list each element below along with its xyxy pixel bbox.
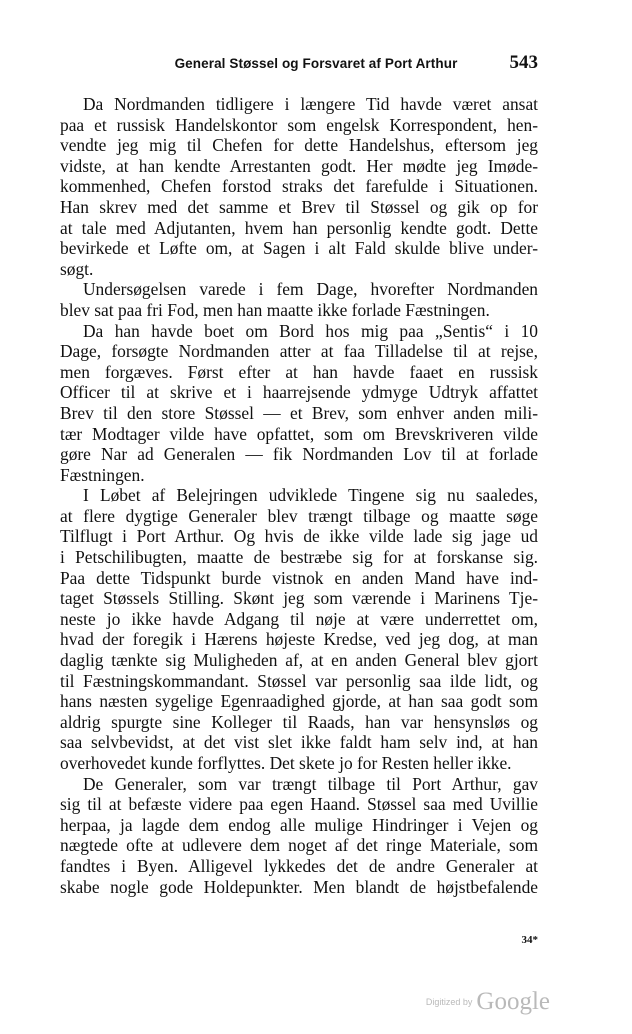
signature-mark: 34* [521,934,538,946]
text-line: gøre Nar ad Generalen — fik Nordmanden Lov til at forlade [60,444,538,465]
text-line: Undersøgelsen varede i fem Dage, hvorefter Nordmanden [83,279,538,300]
text-line: vendte jeg mig til Chefen for dette Handelshus, eftersom jeg [60,135,538,156]
page-number: 543 [509,52,538,73]
google-logo: Google [476,988,550,1015]
text-line: at tale med Adjutanten, hvem han personlig kendte godt. Dette [60,217,538,238]
digitized-watermark [426,988,550,1016]
text-line: Brev til den store Støssel — et Brev, som enhver anden mili- [60,402,538,423]
text-line: men forgæves. Først efter at han havde faaet en russisk [60,361,538,382]
text-line: De Generaler, som var trængt tilbage til Port Arthur, gav [83,773,538,794]
text-line: Officer til at skrive et i haarrejsende ydmyge Udtryk affattet [60,382,538,403]
text-line: tær Modtager vilde have opfattet, som om Brevskriveren vilde [60,423,538,444]
text-line: søgt. [60,258,94,279]
text-line: taget Støssels Stilling. Skønt jeg som værende i Marinens Tje- [60,588,538,609]
text-line: neste jo ikke havde Adgang til nøje at være underrettet om, [60,608,538,629]
text-line: Han skrev med det samme et Brev til Støssel og gik op for [60,196,538,217]
text-line: Dage, forsøgte Nordmanden atter at faa Tilladelse til at rejse, [60,341,538,362]
text-line: Tilflugt i Port Arthur. Og hvis de ikke vilde lade sig jage ud [60,526,538,547]
text-line: bevirkede et Løfte om, at Sagen i alt Fald skulde blive under- [60,238,538,259]
text-line: til Fæstningskommandant. Støssel var personlig saa ilde lidt, og [60,670,538,691]
text-line: hvad der foregik i Hærens højeste Kredse, ved jeg dog, at man [60,629,538,650]
text-line: i Petschilibugten, maatte de bestræbe sig for at forskanse sig. [60,547,538,568]
text-line: kommenhed, Chefen forstod straks det farefulde i Situationen. [60,176,538,197]
text-line: skabe nogle gode Holdepunkter. Men blandt de højstbefalende [60,876,538,897]
text-line: aldrig spurgte sine Kolleger til Raads, han var hensynsløs og [60,711,538,732]
watermark-prefix: Digitized by [425,997,473,1007]
text-line: Paa dette Tidspunkt burde vistnok en anden Mand have ind- [60,567,538,588]
text-line: nægtede ofte at udlevere dem noget af det ringe Materiale, som [60,835,538,856]
text-line: blev sat paa fri Fod, men han maatte ikke forlade Fæstningen. [60,299,490,320]
text-line: vidste, at han kendte Arrestanten godt. Her mødte jeg Imøde- [60,155,538,176]
text-line: Da Nordmanden tidligere i længere Tid havde været ansat [83,94,538,114]
text-line: hans næsten sygelige Egenraadighed gjorde, at han saa godt som [60,691,538,712]
text-line: Da han havde boet om Bord hos mig paa „Sentis“ i 10 [83,320,538,341]
text-line: overhovedet kunde forflyttes. Det skete jo for Resten heller ikke. [60,753,512,773]
text-line: daglig tænkte sig Muligheden af, at en anden General blev gjort [60,650,538,671]
body-text [60,94,538,897]
text-line: paa et russisk Handelskontor som engelsk Korrespondent, hen- [60,114,538,135]
text-line: sig til at befæste videre paa egen Haand. Støssel saa med Uvillie [60,794,538,815]
page-header-title: General Støssel og Forsvaret af Port Arthur [174,56,458,71]
text-line: fandtes i Byen. Alligevel lykkedes det de andre Generaler at [60,855,538,876]
text-line: herpaa, ja lagde dem endog alle mulige Hindringer i Vejen og [60,814,538,835]
text-line: Fæstningen. [60,464,145,485]
text-line: I Løbet af Belejringen udviklede Tingene sig nu saaledes, [83,485,538,506]
text-line: saa selvbevidst, at det vist slet ikke faldt ham selv ind, at han [60,732,538,753]
text-line: at flere dygtige Generaler blev trængt tilbage og maatte søge [60,505,538,526]
